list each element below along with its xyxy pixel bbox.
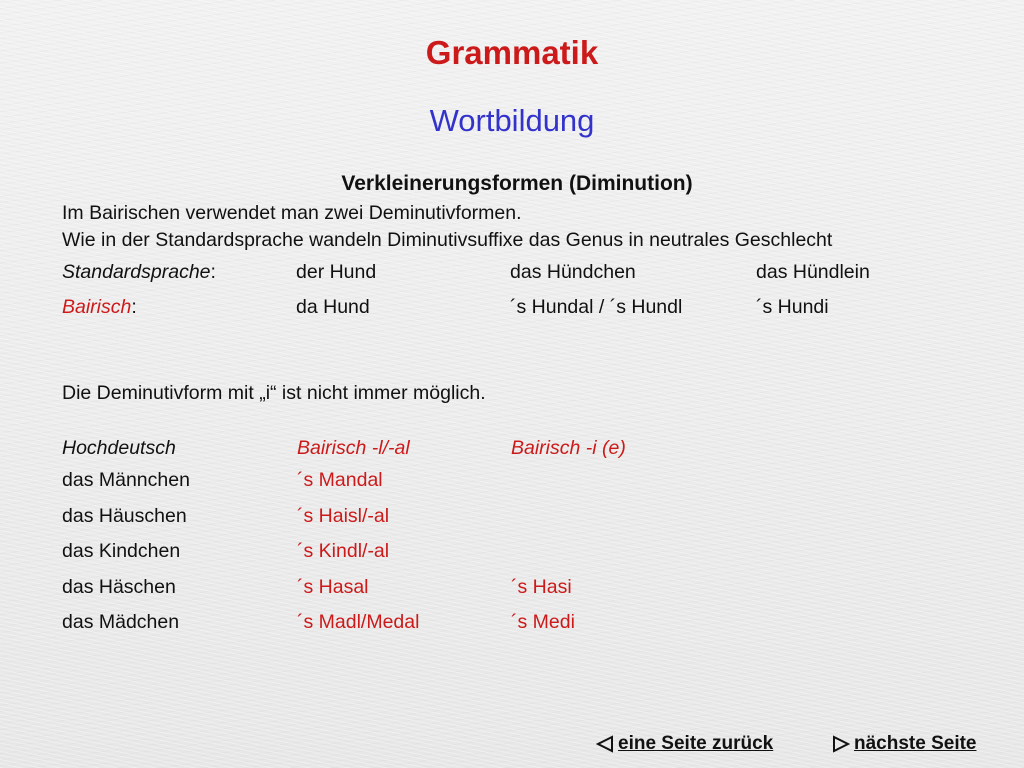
note-text: Die Deminutivform mit „i“ ist nicht immer möglich. bbox=[62, 382, 486, 404]
table-header-bairisch-i: Bairisch -i (e) bbox=[511, 437, 626, 459]
page-title: Grammatik bbox=[425, 34, 599, 71]
table-row-4-bairisch-i: ´s Hasi bbox=[511, 576, 572, 598]
table-row-1-hochdeutsch: das Männchen bbox=[62, 469, 190, 491]
table-row-2-hochdeutsch: das Häuschen bbox=[62, 505, 187, 527]
prev-page-link[interactable] bbox=[596, 733, 773, 755]
table-row-5-hochdeutsch: das Mädchen bbox=[62, 611, 180, 633]
intro-line-2: Wie in der Standardsprache wandeln Diminutivsuffixe das Genus in neutrales Geschlecht bbox=[62, 229, 833, 251]
page-subtitle: Wortbildung bbox=[429, 103, 595, 138]
table-row-2-bairisch-l: ´s Haisl/-al bbox=[297, 505, 390, 527]
bavarian-label: Bairisch bbox=[62, 296, 132, 318]
prev-page-label: eine Seite zurück bbox=[618, 733, 774, 754]
next-page-link[interactable] bbox=[832, 733, 977, 755]
table-row-5-bairisch-i: ´s Medi bbox=[511, 611, 575, 633]
triangle-left-icon bbox=[596, 735, 614, 753]
next-page-label: nächste Seite bbox=[854, 733, 977, 754]
table-header-hochdeutsch: Hochdeutsch bbox=[62, 437, 176, 459]
triangle-right-icon bbox=[832, 735, 850, 753]
table-header-bairisch-l: Bairisch -l/-al bbox=[297, 437, 410, 459]
table-row-3-hochdeutsch: das Kindchen bbox=[62, 540, 181, 562]
bavarian-label-cell bbox=[62, 296, 137, 319]
standard-value-2: das Hündchen bbox=[510, 261, 636, 283]
bavarian-value-1: da Hund bbox=[296, 296, 370, 318]
bavarian-label-colon: : bbox=[131, 296, 137, 318]
bavarian-value-2: ´s Hundal / ´s Hundl bbox=[510, 296, 683, 318]
intro-line-1: Im Bairischen verwendet man zwei Deminutivformen. bbox=[62, 202, 522, 224]
table-row-5-bairisch-l: ´s Madl/Medal bbox=[297, 611, 420, 633]
standard-label-colon: : bbox=[210, 261, 216, 283]
standard-value-3: das Hündlein bbox=[756, 261, 870, 283]
standard-value-1: der Hund bbox=[296, 261, 377, 283]
standard-label: Standardsprache bbox=[62, 261, 211, 283]
standard-label-cell bbox=[62, 261, 216, 284]
table-row-4-bairisch-l: ´s Hasal bbox=[297, 576, 369, 598]
table-row-1-bairisch-l: ´s Mandal bbox=[297, 469, 383, 491]
table-row-3-bairisch-l: ´s Kindl/-al bbox=[297, 540, 390, 562]
table-row-4-hochdeutsch: das Häschen bbox=[62, 576, 176, 598]
bavarian-value-3: ´s Hundi bbox=[756, 296, 829, 318]
section-heading: Verkleinerungsformen (Diminution) bbox=[341, 172, 693, 195]
